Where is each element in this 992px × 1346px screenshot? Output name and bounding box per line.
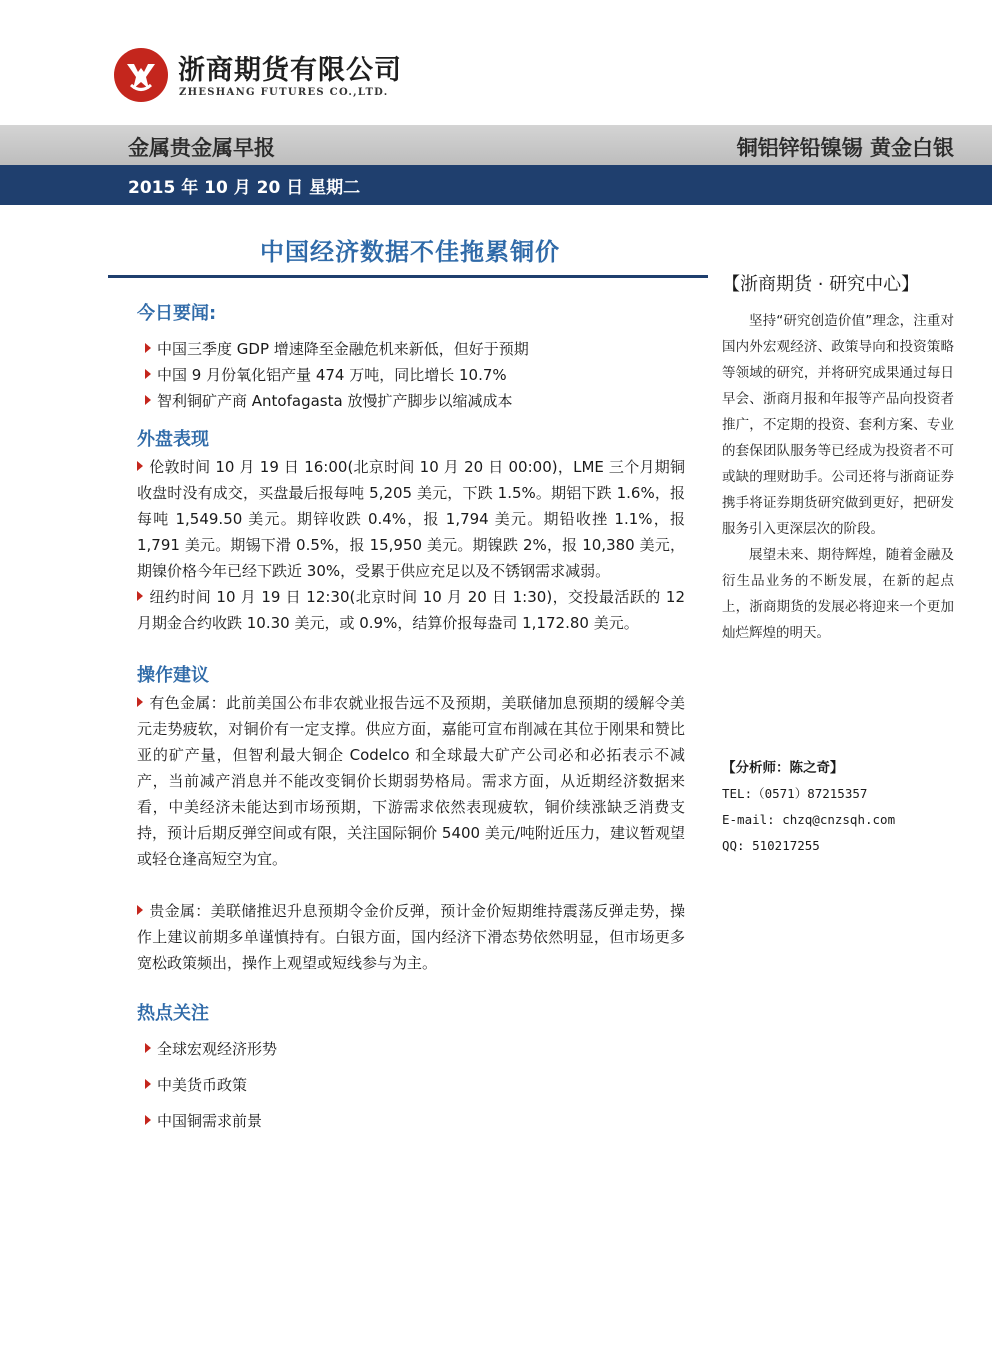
main-content	[137, 300, 685, 1134]
zheshang-logo-icon	[113, 47, 169, 103]
hotspot-item	[137, 1108, 685, 1134]
title-divider	[108, 275, 708, 278]
company-logo	[113, 44, 413, 106]
analyst-tel: TEL:（0571）87215357	[722, 786, 868, 801]
overseas-heading: 外盘表现	[137, 429, 209, 450]
overseas-paragraph-text: 纽约时间 10 月 19 日 12:30(北京时间 10 月 20 日 1:30)，交投最活跃的 12 月期金合约收跌 10.30 美元，或 0.9%，结算价报每盎司 1,172.80 美元。	[137, 588, 685, 632]
report-metals: 铜铝锌铅镍锡 黄金白银	[736, 136, 954, 160]
hotspot-item	[137, 1036, 685, 1062]
bullet-arrow-icon	[137, 697, 143, 707]
news-item	[137, 388, 685, 414]
overseas-paragraph-text: 伦敦时间 10 月 19 日 16:00(北京时间 10 月 20 日 00:00)，LME 三个月期铜收盘时没有成交，买盘最后报每吨 5,205 美元，下跌 1.5%。期铝下跌 1.6%，报每吨 1,549.50 美元。期锌收跌 0.4%，报 1,794 美元。期铅收挫 1.1%，报 1,791 美元。期锡下滑 0.5%，报 15,950 美元。期镍跌 2%，报 10,380 美元，期镍价格今年已经下跌近 30%，受累于供应充足以及不锈钢需求减弱。	[137, 458, 685, 580]
bullet-arrow-icon	[145, 1115, 151, 1125]
sidebar-heading: 【浙商期货 · 研究中心】	[722, 274, 920, 295]
date-band	[0, 165, 992, 205]
company-name-cn: 浙商期货有限公司	[178, 55, 402, 86]
news-item	[137, 336, 685, 362]
company-name-en: ZHESHANG FUTURES CO.,LTD.	[179, 87, 389, 98]
research-center-sidebar	[722, 272, 954, 646]
bullet-arrow-icon	[145, 395, 151, 405]
news-item-text: 智利铜矿产商 Antofagasta 放慢扩产脚步以缩减成本	[157, 392, 513, 410]
analyst-email[interactable]: E-mail: chzq@cnzsqh.com	[722, 812, 896, 827]
sidebar-paragraph: 展望未来、期待辉煌，随着金融及衍生品业务的不断发展，在新的起点上，浙商期货的发展必将迎来一个更加灿烂辉煌的明天。	[722, 547, 954, 641]
bullet-arrow-icon	[137, 905, 143, 915]
bullet-arrow-icon	[145, 369, 151, 379]
overseas-paragraph	[137, 584, 685, 636]
advice-heading: 操作建议	[137, 665, 209, 686]
hotspot-item-text: 全球宏观经济形势	[157, 1040, 278, 1058]
hotspot-item	[137, 1072, 685, 1098]
bullet-arrow-icon	[137, 591, 143, 601]
advice-paragraph-text: 有色金属：此前美国公布非农就业报告远不及预期，美联储加息预期的缓解令美元走势疲软，对铜价有一定支撑。供应方面，嘉能可宣布削减在其位于刚果和赞比亚的矿产量，但智利最大铜企 Codelco 和全球最大矿产公司必和必拓表示不减产，当前减产消息并不能改变铜价长期弱势格局。需求方面，从近期经济数据来看，中美经济未能达到市场预期，下游需求依然表现疲软，铜价续涨缺乏消费支持，预计后期反弹空间或有限，关注国际铜价 5400 美元/吨附近压力，建议暂观望或轻仓逢高短空为宜。	[137, 694, 685, 868]
analyst-name: 【分析师：陈之奇】	[722, 760, 844, 776]
overseas-section	[137, 426, 685, 636]
analyst-qq: QQ: 510217255	[722, 838, 820, 853]
news-item-text: 中国三季度 GDP 增速降至金融危机来新低，但好于预期	[157, 340, 529, 358]
hotspots-heading: 热点关注	[137, 1003, 209, 1024]
hotspots-section	[137, 1000, 685, 1134]
advice-section	[137, 662, 685, 976]
sidebar-paragraph: 坚持“研究创造价值”理念，注重对国内外宏观经济、政策导向和投资策略等领域的研究，并将研究成果通过每日早会、浙商月报和年报等产品向投资者推广，不定期的投资、套利方案、专业的套保团队服务等已经成为投资者不可或缺的理财助手。公司还将与浙商证券携手将证券期货研究做到更好，把研发服务引入更深层次的阶段。	[722, 313, 954, 537]
news-heading: 今日要闻:	[137, 303, 217, 324]
bullet-arrow-icon	[145, 1043, 151, 1053]
report-type-band	[0, 125, 992, 165]
overseas-paragraph	[137, 454, 685, 584]
news-item-text: 中国 9 月份氧化铝产量 474 万吨，同比增长 10.7%	[157, 366, 507, 384]
news-section	[137, 300, 685, 414]
advice-paragraph	[137, 898, 685, 976]
news-item	[137, 362, 685, 388]
advice-paragraph	[137, 690, 685, 872]
advice-paragraph-text: 贵金属：美联储推迟升息预期令金价反弹，预计金价短期维持震荡反弹走势，操作上建议前期多单谨慎持有。白银方面，国内经济下滑态势依然明显，但市场更多宽松政策频出，操作上观望或短线参与为主。	[137, 902, 685, 972]
analyst-contact	[722, 755, 962, 859]
report-type: 金属贵金属早报	[128, 136, 275, 160]
hotspot-item-text: 中国铜需求前景	[157, 1112, 263, 1130]
bullet-arrow-icon	[145, 1079, 151, 1089]
bullet-arrow-icon	[137, 461, 143, 471]
report-date: 2015 年 10 月 20 日 星期二	[128, 178, 361, 198]
report-title: 中国经济数据不佳拖累铜价	[260, 238, 560, 266]
hotspot-item-text: 中美货币政策	[157, 1076, 248, 1094]
bullet-arrow-icon	[145, 343, 151, 353]
